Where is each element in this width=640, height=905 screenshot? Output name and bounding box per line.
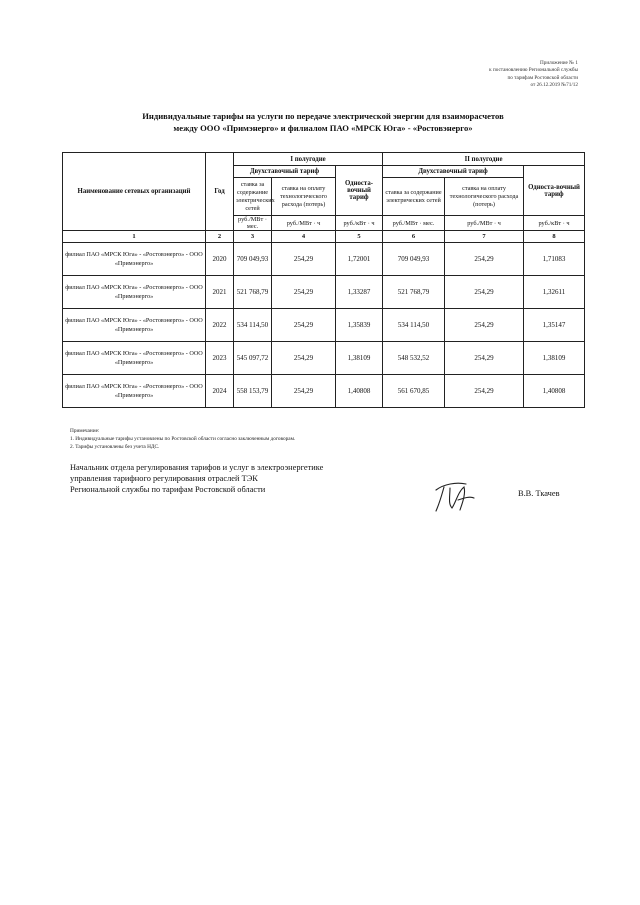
signatory-position — [70, 462, 323, 495]
cell-h2-loss: 254,29 — [445, 375, 524, 408]
signatory-line: Начальник отдела регулирования тарифов и услуг в электроэнергетике — [70, 463, 324, 472]
title-line: Индивидуальные тарифы на услуги по передаче электрической энергии для взаиморасчетов — [142, 111, 504, 121]
unit-h1-one: руб./кВт · ч — [336, 216, 383, 231]
header-h2-maint: ставка за содержание электрических сетей — [383, 178, 445, 216]
header-org: Наименование сетевых организаций — [63, 153, 206, 231]
cell-h1-one: 1,33287 — [336, 276, 383, 309]
unit-h2-maint: руб./МВт · мес. — [383, 216, 445, 231]
cell-org: филиал ПАО «МРСК Юга» - «Ростовэнерго» - ООО «Примэнерго» — [63, 243, 206, 276]
note-item: 1. Индивидуальные тарифы установлены по Ростовской области согласно заключенным договорам. — [70, 435, 296, 442]
signatory-line: Региональной службы по тарифам Ростовской области — [70, 485, 266, 494]
signatory-name: В.В. Ткачев — [518, 489, 560, 498]
cell-h2-loss: 254,29 — [445, 276, 524, 309]
unit-h1-maint: руб./МВт · мес. — [234, 216, 272, 231]
cell-h1-one: 1,40808 — [336, 375, 383, 408]
cell-h2-one: 1,71083 — [524, 243, 585, 276]
table-row — [63, 309, 585, 342]
cell-h1-loss: 254,29 — [272, 243, 336, 276]
header-h2-two-part: Двухставочный тариф — [383, 166, 524, 178]
cell-org: филиал ПАО «МРСК Юга» - «Ростовэнерго» - ООО «Примэнерго» — [63, 342, 206, 375]
cell-h2-maint: 534 114,50 — [383, 309, 445, 342]
notes — [70, 428, 295, 451]
header-h2-one-part: Односта-вочный тариф — [524, 166, 585, 216]
unit-h2-loss: руб./МВт · ч — [445, 216, 524, 231]
cell-h1-maint: 521 768,79 — [234, 276, 272, 309]
cell-year: 2023 — [206, 342, 234, 375]
header-h1-two-part: Двухставочный тариф — [234, 166, 336, 178]
header-h2-loss: ставка на оплату технологического расхода (потерь) — [445, 178, 524, 216]
cell-h2-maint: 561 670,85 — [383, 375, 445, 408]
column-number: 6 — [383, 231, 445, 243]
table-row — [63, 342, 585, 375]
cell-h2-one: 1,32611 — [524, 276, 585, 309]
unit-h1-loss: руб./МВт · ч — [272, 216, 336, 231]
cell-year: 2020 — [206, 243, 234, 276]
appendix-line: к постановлению Региональной службы — [489, 67, 578, 74]
header-half2: II полугодие — [383, 153, 585, 166]
table-row — [63, 243, 585, 276]
cell-h1-one: 1,72001 — [336, 243, 383, 276]
signatory-line: управления тарифного регулирования отраслей ТЭК — [70, 474, 258, 483]
header-h1-maint: ставка за содержание электрических сетей — [234, 178, 272, 216]
cell-h2-loss: 254,29 — [445, 309, 524, 342]
cell-org: филиал ПАО «МРСК Юга» - «Ростовэнерго» - ООО «Примэнерго» — [63, 276, 206, 309]
cell-h1-maint: 558 153,79 — [234, 375, 272, 408]
cell-h1-loss: 254,29 — [272, 342, 336, 375]
cell-h1-one: 1,35839 — [336, 309, 383, 342]
cell-h2-loss: 254,29 — [445, 342, 524, 375]
cell-h2-maint: 709 049,93 — [383, 243, 445, 276]
appendix-reference — [489, 60, 578, 90]
column-number: 5 — [336, 231, 383, 243]
header-h1-loss: ставка на оплату технологического расхода (потерь) — [272, 178, 336, 216]
notes-heading: Примечание: — [70, 428, 100, 434]
appendix-line: Приложение № 1 — [540, 60, 578, 66]
table-row — [63, 276, 585, 309]
appendix-line: от 26.12.2019 №71/12 — [530, 82, 578, 89]
cell-h2-loss: 254,29 — [445, 243, 524, 276]
cell-org: филиал ПАО «МРСК Юга» - «Ростовэнерго» - ООО «Примэнерго» — [63, 375, 206, 408]
header-h1-one-part: Односта-вочный тариф — [336, 166, 383, 216]
column-number: 4 — [272, 231, 336, 243]
cell-h2-maint: 548 532,52 — [383, 342, 445, 375]
header-half1: I полугодие — [234, 153, 383, 166]
cell-h1-loss: 254,29 — [272, 276, 336, 309]
cell-h2-one: 1,38109 — [524, 342, 585, 375]
column-number: 3 — [234, 231, 272, 243]
column-number: 2 — [206, 231, 234, 243]
appendix-line: по тарифам Ростовской области — [507, 74, 578, 81]
cell-year: 2021 — [206, 276, 234, 309]
column-number-row — [63, 231, 585, 243]
cell-h1-maint: 545 097,72 — [234, 342, 272, 375]
cell-h1-loss: 254,29 — [272, 375, 336, 408]
column-number: 7 — [445, 231, 524, 243]
document-title — [62, 111, 584, 134]
cell-h2-one: 1,40808 — [524, 375, 585, 408]
cell-h1-loss: 254,29 — [272, 309, 336, 342]
cell-year: 2022 — [206, 309, 234, 342]
title-line: между ООО «Примэнерго» и филиалом ПАО «МРСК Юга» - «Ростовэнерго» — [173, 122, 473, 133]
header-year: Год — [206, 153, 234, 231]
table-row — [63, 375, 585, 408]
cell-h2-maint: 521 768,79 — [383, 276, 445, 309]
note-item: 2. Тарифы установлены без учета НДС. — [70, 443, 160, 450]
cell-h1-one: 1,38109 — [336, 342, 383, 375]
column-number: 8 — [524, 231, 585, 243]
cell-h1-maint: 709 049,93 — [234, 243, 272, 276]
tariff-table — [62, 152, 585, 408]
cell-h2-one: 1,35147 — [524, 309, 585, 342]
handwritten-signature — [430, 478, 478, 514]
cell-year: 2024 — [206, 375, 234, 408]
cell-org: филиал ПАО «МРСК Юга» - «Ростовэнерго» - ООО «Примэнерго» — [63, 309, 206, 342]
unit-h2-one: руб./кВт · ч — [524, 216, 585, 231]
cell-h1-maint: 534 114,50 — [234, 309, 272, 342]
column-number: 1 — [63, 231, 206, 243]
